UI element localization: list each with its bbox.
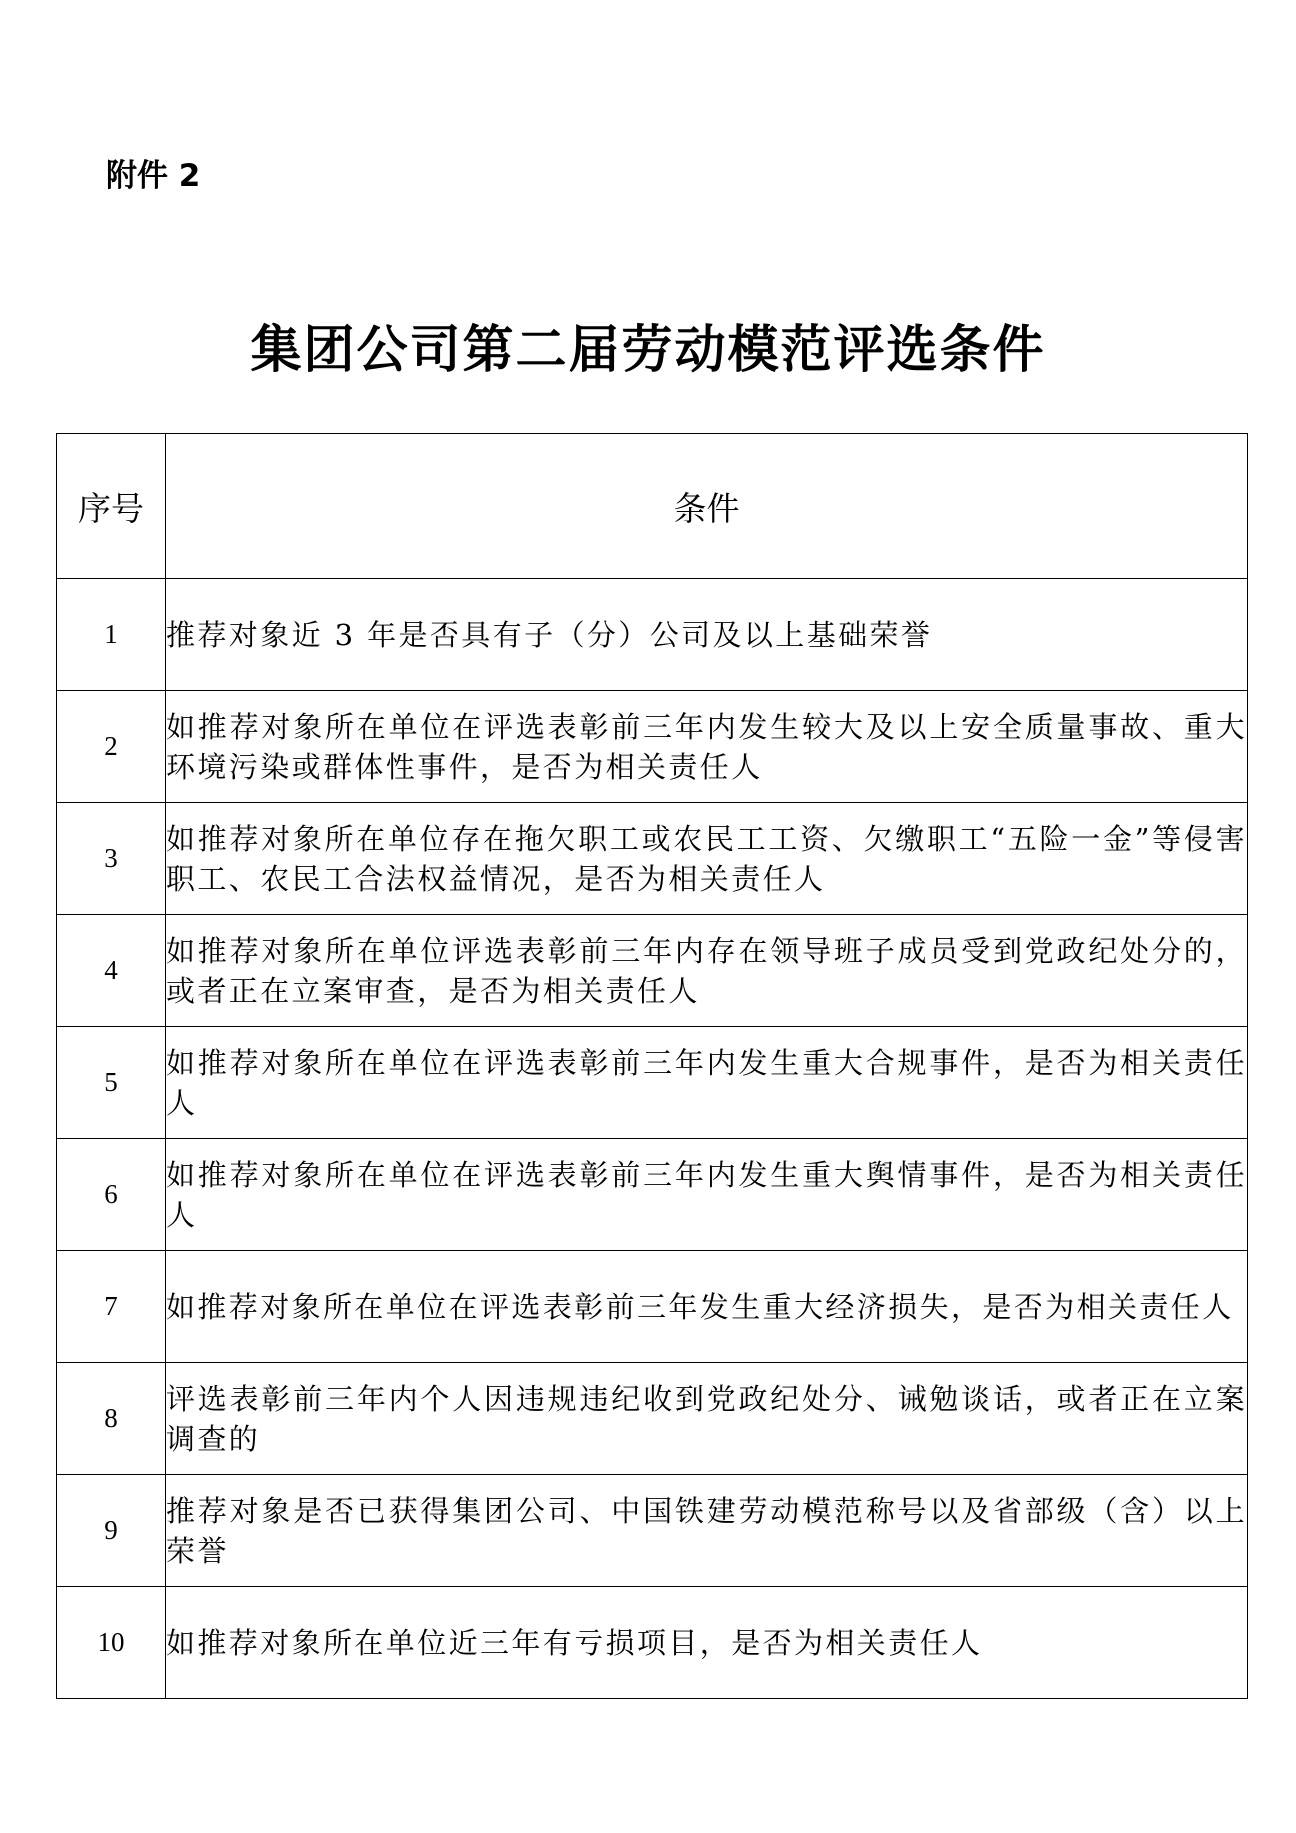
table-row xyxy=(57,915,1248,1027)
row-number: 1 xyxy=(57,579,166,691)
column-header-condition: 条件 xyxy=(166,434,1248,579)
table-row xyxy=(57,1027,1248,1139)
table-row xyxy=(57,803,1248,915)
table-row xyxy=(57,1139,1248,1251)
row-number: 9 xyxy=(57,1475,166,1587)
row-condition: 如推荐对象所在单位在评选表彰前三年内发生较大及以上安全质量事故、重大环境污染或群体性事件，是否为相关责任人 xyxy=(166,691,1248,803)
row-condition: 如推荐对象所在单位在评选表彰前三年内发生重大舆情事件，是否为相关责任人 xyxy=(166,1139,1248,1251)
row-condition: 推荐对象是否已获得集团公司、中国铁建劳动模范称号以及省部级（含）以上荣誉 xyxy=(166,1475,1248,1587)
attachment-label: 附件 2 xyxy=(106,158,201,194)
table-row xyxy=(57,691,1248,803)
column-header-number: 序号 xyxy=(57,434,166,579)
table-row xyxy=(57,1251,1248,1363)
table-row xyxy=(57,579,1248,691)
row-condition: 如推荐对象所在单位在评选表彰前三年内发生重大合规事件，是否为相关责任人 xyxy=(166,1027,1248,1139)
row-number: 8 xyxy=(57,1363,166,1475)
table-row xyxy=(57,1475,1248,1587)
criteria-table xyxy=(56,433,1248,1699)
row-condition: 推荐对象近 3 年是否具有子（分）公司及以上基础荣誉 xyxy=(166,579,1248,691)
row-number: 4 xyxy=(57,915,166,1027)
page-title: 集团公司第二届劳动模范评选条件 xyxy=(250,320,1046,380)
row-number: 10 xyxy=(57,1587,166,1699)
row-condition: 评选表彰前三年内个人因违规违纪收到党政纪处分、诫勉谈话，或者正在立案调查的 xyxy=(166,1363,1248,1475)
table-row xyxy=(57,1587,1248,1699)
row-number: 2 xyxy=(57,691,166,803)
row-condition: 如推荐对象所在单位评选表彰前三年内存在领导班子成员受到党政纪处分的，或者正在立案审查，是否为相关责任人 xyxy=(166,915,1248,1027)
row-number: 7 xyxy=(57,1251,166,1363)
row-number: 6 xyxy=(57,1139,166,1251)
row-condition: 如推荐对象所在单位存在拖欠职工或农民工工资、欠缴职工“五险一金”等侵害职工、农民工合法权益情况，是否为相关责任人 xyxy=(166,803,1248,915)
table-header-row xyxy=(57,434,1248,579)
table-row xyxy=(57,1363,1248,1475)
row-condition: 如推荐对象所在单位在评选表彰前三年发生重大经济损失，是否为相关责任人 xyxy=(166,1251,1248,1363)
row-number: 5 xyxy=(57,1027,166,1139)
row-number: 3 xyxy=(57,803,166,915)
row-condition: 如推荐对象所在单位近三年有亏损项目，是否为相关责任人 xyxy=(166,1587,1248,1699)
